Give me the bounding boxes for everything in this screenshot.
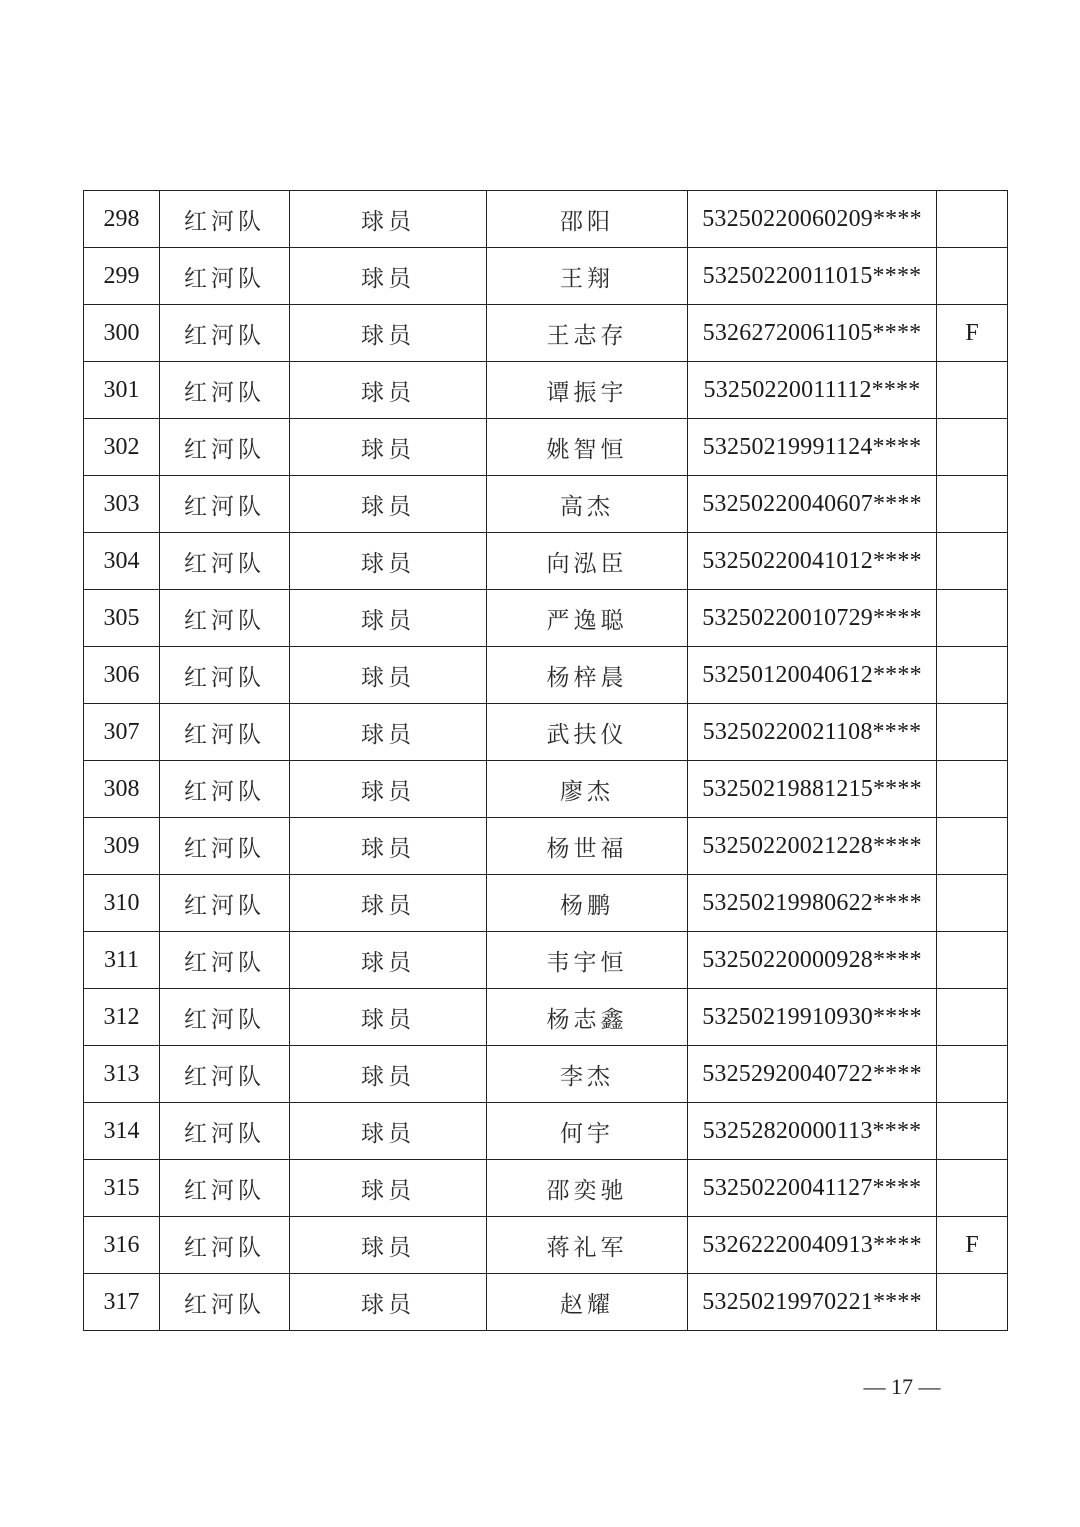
remark-cell bbox=[937, 704, 1008, 761]
id-number-cell: 53250220011015**** bbox=[688, 248, 937, 305]
team-name-cell: 红河队 bbox=[160, 932, 290, 989]
row-number-cell: 317 bbox=[84, 1274, 160, 1331]
remark-cell bbox=[937, 875, 1008, 932]
roster-table bbox=[83, 190, 1008, 1331]
role-cell: 球员 bbox=[290, 761, 487, 818]
player-name-cell: 邵阳 bbox=[487, 191, 688, 248]
id-number-cell: 53250220060209**** bbox=[688, 191, 937, 248]
row-number-cell: 311 bbox=[84, 932, 160, 989]
player-name-cell: 王志存 bbox=[487, 305, 688, 362]
team-name-cell: 红河队 bbox=[160, 533, 290, 590]
id-number-cell: 53250219970221**** bbox=[688, 1274, 937, 1331]
role-cell: 球员 bbox=[290, 875, 487, 932]
team-name-cell: 红河队 bbox=[160, 362, 290, 419]
row-number-cell: 315 bbox=[84, 1160, 160, 1217]
row-number-cell: 302 bbox=[84, 419, 160, 476]
remark-cell: F bbox=[937, 1217, 1008, 1274]
id-number-cell: 53250120040612**** bbox=[688, 647, 937, 704]
role-cell: 球员 bbox=[290, 647, 487, 704]
table-row bbox=[84, 1046, 1008, 1103]
role-cell: 球员 bbox=[290, 818, 487, 875]
player-name-cell: 赵耀 bbox=[487, 1274, 688, 1331]
team-name-cell: 红河队 bbox=[160, 191, 290, 248]
remark-cell bbox=[937, 1103, 1008, 1160]
player-name-cell: 谭振宇 bbox=[487, 362, 688, 419]
role-cell: 球员 bbox=[290, 1274, 487, 1331]
row-number-cell: 314 bbox=[84, 1103, 160, 1160]
player-name-cell: 王翔 bbox=[487, 248, 688, 305]
id-number-cell: 53250219910930**** bbox=[688, 989, 937, 1046]
remark-cell bbox=[937, 191, 1008, 248]
row-number-cell: 299 bbox=[84, 248, 160, 305]
row-number-cell: 301 bbox=[84, 362, 160, 419]
player-name-cell: 何宇 bbox=[487, 1103, 688, 1160]
id-number-cell: 53250219980622**** bbox=[688, 875, 937, 932]
role-cell: 球员 bbox=[290, 419, 487, 476]
table-row bbox=[84, 761, 1008, 818]
team-name-cell: 红河队 bbox=[160, 761, 290, 818]
table-row bbox=[84, 932, 1008, 989]
remark-cell bbox=[937, 419, 1008, 476]
team-name-cell: 红河队 bbox=[160, 1274, 290, 1331]
id-number-cell: 53250220011112**** bbox=[688, 362, 937, 419]
team-name-cell: 红河队 bbox=[160, 248, 290, 305]
row-number-cell: 309 bbox=[84, 818, 160, 875]
team-name-cell: 红河队 bbox=[160, 590, 290, 647]
id-number-cell: 53250220021228**** bbox=[688, 818, 937, 875]
id-number-cell: 53250220010729**** bbox=[688, 590, 937, 647]
row-number-cell: 313 bbox=[84, 1046, 160, 1103]
team-name-cell: 红河队 bbox=[160, 875, 290, 932]
table-row bbox=[84, 533, 1008, 590]
role-cell: 球员 bbox=[290, 704, 487, 761]
role-cell: 球员 bbox=[290, 362, 487, 419]
roster-table-body bbox=[84, 191, 1008, 1331]
player-name-cell: 高杰 bbox=[487, 476, 688, 533]
player-name-cell: 向泓臣 bbox=[487, 533, 688, 590]
id-number-cell: 53250220041012**** bbox=[688, 533, 937, 590]
player-name-cell: 姚智恒 bbox=[487, 419, 688, 476]
remark-cell bbox=[937, 1274, 1008, 1331]
role-cell: 球员 bbox=[290, 1160, 487, 1217]
team-name-cell: 红河队 bbox=[160, 305, 290, 362]
id-number-cell: 53252920040722**** bbox=[688, 1046, 937, 1103]
team-name-cell: 红河队 bbox=[160, 1046, 290, 1103]
remark-cell bbox=[937, 248, 1008, 305]
team-name-cell: 红河队 bbox=[160, 1217, 290, 1274]
player-name-cell: 武扶仪 bbox=[487, 704, 688, 761]
table-row bbox=[84, 989, 1008, 1046]
page-number: — 17 — bbox=[863, 1374, 941, 1399]
table-row bbox=[84, 704, 1008, 761]
id-number-cell: 53250219881215**** bbox=[688, 761, 937, 818]
player-name-cell: 邵奕驰 bbox=[487, 1160, 688, 1217]
remark-cell bbox=[937, 362, 1008, 419]
id-number-cell: 53250220041127**** bbox=[688, 1160, 937, 1217]
id-number-cell: 53250220000928**** bbox=[688, 932, 937, 989]
player-name-cell: 杨志鑫 bbox=[487, 989, 688, 1046]
team-name-cell: 红河队 bbox=[160, 818, 290, 875]
player-name-cell: 杨世福 bbox=[487, 818, 688, 875]
table-row bbox=[84, 590, 1008, 647]
table-row bbox=[84, 1217, 1008, 1274]
table-row bbox=[84, 647, 1008, 704]
remark-cell bbox=[937, 1160, 1008, 1217]
player-name-cell: 韦宇恒 bbox=[487, 932, 688, 989]
team-name-cell: 红河队 bbox=[160, 1103, 290, 1160]
remark-cell bbox=[937, 1046, 1008, 1103]
role-cell: 球员 bbox=[290, 476, 487, 533]
row-number-cell: 312 bbox=[84, 989, 160, 1046]
row-number-cell: 304 bbox=[84, 533, 160, 590]
id-number-cell: 53262720061105**** bbox=[688, 305, 937, 362]
remark-cell bbox=[937, 818, 1008, 875]
role-cell: 球员 bbox=[290, 533, 487, 590]
id-number-cell: 53250220021108**** bbox=[688, 704, 937, 761]
player-name-cell: 李杰 bbox=[487, 1046, 688, 1103]
table-row bbox=[84, 818, 1008, 875]
table-row bbox=[84, 362, 1008, 419]
remark-cell bbox=[937, 989, 1008, 1046]
team-name-cell: 红河队 bbox=[160, 476, 290, 533]
id-number-cell: 53262220040913**** bbox=[688, 1217, 937, 1274]
table-row bbox=[84, 248, 1008, 305]
table-row bbox=[84, 419, 1008, 476]
table-row bbox=[84, 476, 1008, 533]
remark-cell bbox=[937, 590, 1008, 647]
remark-cell bbox=[937, 647, 1008, 704]
role-cell: 球员 bbox=[290, 989, 487, 1046]
row-number-cell: 308 bbox=[84, 761, 160, 818]
remark-cell bbox=[937, 476, 1008, 533]
role-cell: 球员 bbox=[290, 1103, 487, 1160]
role-cell: 球员 bbox=[290, 191, 487, 248]
row-number-cell: 307 bbox=[84, 704, 160, 761]
id-number-cell: 53252820000113**** bbox=[688, 1103, 937, 1160]
id-number-cell: 53250219991124**** bbox=[688, 419, 937, 476]
row-number-cell: 306 bbox=[84, 647, 160, 704]
row-number-cell: 316 bbox=[84, 1217, 160, 1274]
table-row bbox=[84, 305, 1008, 362]
id-number-cell: 53250220040607**** bbox=[688, 476, 937, 533]
role-cell: 球员 bbox=[290, 932, 487, 989]
row-number-cell: 303 bbox=[84, 476, 160, 533]
row-number-cell: 298 bbox=[84, 191, 160, 248]
role-cell: 球员 bbox=[290, 590, 487, 647]
team-name-cell: 红河队 bbox=[160, 704, 290, 761]
remark-cell: F bbox=[937, 305, 1008, 362]
player-name-cell: 廖杰 bbox=[487, 761, 688, 818]
role-cell: 球员 bbox=[290, 305, 487, 362]
row-number-cell: 310 bbox=[84, 875, 160, 932]
player-name-cell: 严逸聪 bbox=[487, 590, 688, 647]
team-name-cell: 红河队 bbox=[160, 419, 290, 476]
table-row bbox=[84, 191, 1008, 248]
table-row bbox=[84, 1274, 1008, 1331]
player-name-cell: 杨梓晨 bbox=[487, 647, 688, 704]
role-cell: 球员 bbox=[290, 1217, 487, 1274]
team-name-cell: 红河队 bbox=[160, 647, 290, 704]
role-cell: 球员 bbox=[290, 1046, 487, 1103]
player-name-cell: 杨鹏 bbox=[487, 875, 688, 932]
team-name-cell: 红河队 bbox=[160, 1160, 290, 1217]
table-row bbox=[84, 1160, 1008, 1217]
row-number-cell: 300 bbox=[84, 305, 160, 362]
row-number-cell: 305 bbox=[84, 590, 160, 647]
remark-cell bbox=[937, 932, 1008, 989]
remark-cell bbox=[937, 533, 1008, 590]
table-row bbox=[84, 875, 1008, 932]
team-name-cell: 红河队 bbox=[160, 989, 290, 1046]
remark-cell bbox=[937, 761, 1008, 818]
player-name-cell: 蒋礼军 bbox=[487, 1217, 688, 1274]
role-cell: 球员 bbox=[290, 248, 487, 305]
table-row bbox=[84, 1103, 1008, 1160]
